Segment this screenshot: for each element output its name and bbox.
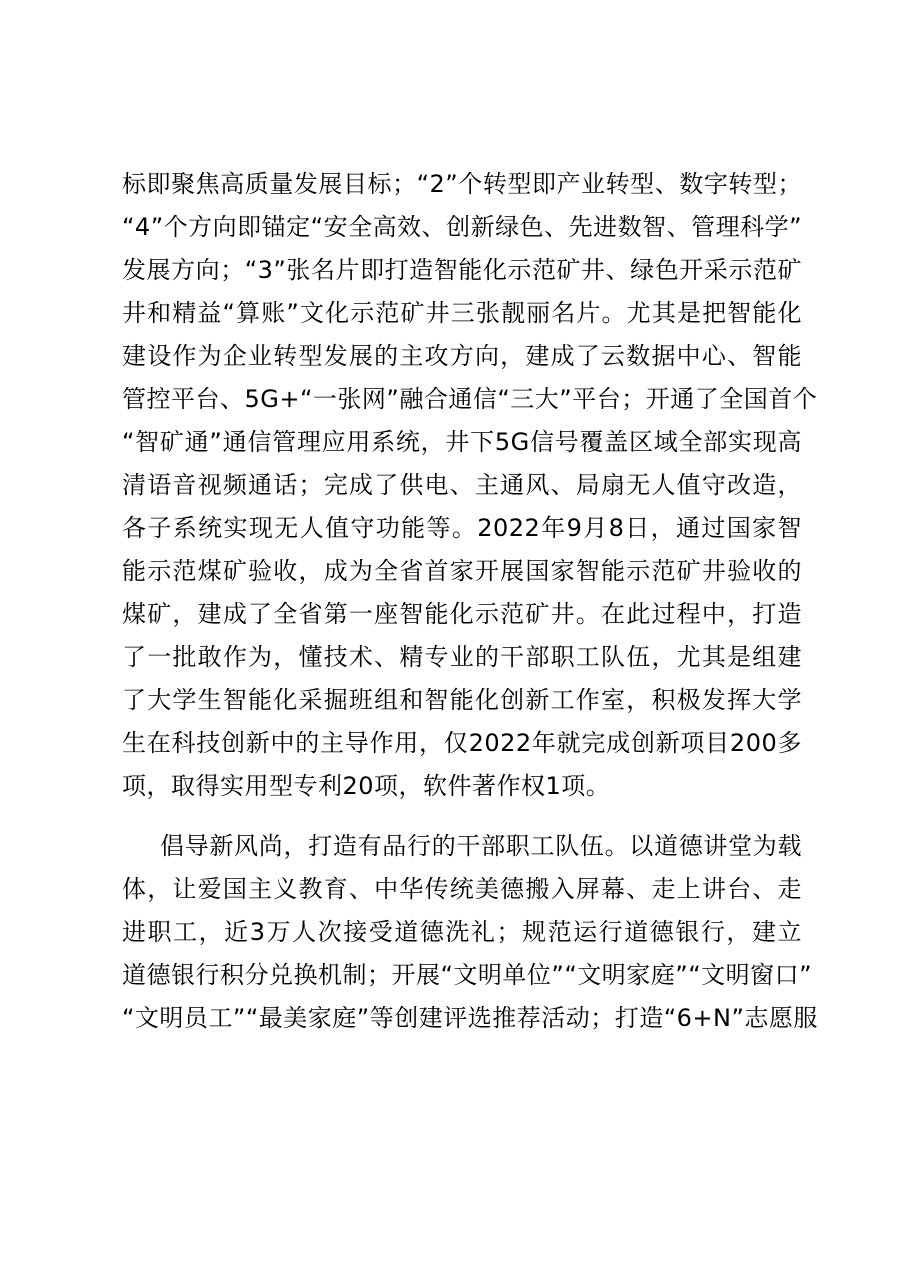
- text-line: 道德银行积分兑换机制；开展“文明单位”“文明家庭”“文明窗口”: [122, 961, 813, 989]
- text-line: 进职工，近3万人次接受道德洗礼；规范运行道德银行，建立: [122, 918, 802, 946]
- text-line: 了一批敢作为，懂技术、精专业的干部职工队伍，尤其是组建: [122, 643, 802, 671]
- text-line: “智矿通”通信管理应用系统，井下5G信号覆盖区域全部实现高: [122, 428, 802, 456]
- text-line: “4”个方向即锚定“安全高效、创新绿色、先进数智、管理科学”: [122, 213, 803, 241]
- text-line: 了大学生智能化采掘班组和智能化创新工作室，积极发挥大学: [122, 686, 802, 714]
- text-line: 能示范煤矿验收，成为全省首家开展国家智能示范矿井验收的: [122, 557, 802, 585]
- text-line: 发展方向；“3”张名片即打造智能化示范矿井、绿色开采示范矿: [122, 256, 802, 284]
- text-line: 各子系统实现无人值守功能等。2022年9月8日，通过国家智: [122, 514, 802, 542]
- text-line: 建设作为企业转型发展的主攻方向，建成了云数据中心、智能: [122, 342, 802, 370]
- text-line: 煤矿，建成了全省第一座智能化示范矿井。在此过程中，打造: [122, 600, 802, 628]
- document-body: [122, 163, 818, 1040]
- text-line: 倡导新风尚，打造有品行的干部职工队伍。以道德讲堂为载: [160, 832, 802, 860]
- text-line: 体，让爱国主义教育、中华传统美德搬入屏幕、走上讲台、走: [122, 875, 802, 903]
- text-line: 清语音视频通话；完成了供电、主通风、局扇无人值守改造，: [122, 471, 802, 499]
- paragraph-2: [122, 825, 818, 1040]
- paragraph-spacer: [122, 808, 802, 825]
- text-line: 标即聚焦高质量发展目标；“2”个转型即产业转型、数字转型；: [122, 170, 802, 198]
- text-line: 管控平台、5G+“一张网”融合通信“三大”平台；开通了全国首个: [122, 385, 818, 413]
- paragraph-1: [122, 163, 818, 808]
- text-line: 项，取得实用型专利20项，软件著作权1项。: [122, 772, 611, 800]
- text-line: 井和精益“算账”文化示范矿井三张靓丽名片。尤其是把智能化: [122, 299, 802, 327]
- text-line: 生在科技创新中的主导作用，仅2022年就完成创新项目200多: [122, 729, 802, 757]
- text-line: “文明员工”“最美家庭”等创建评选推荐活动；打造“6+N”志愿服: [122, 1004, 818, 1032]
